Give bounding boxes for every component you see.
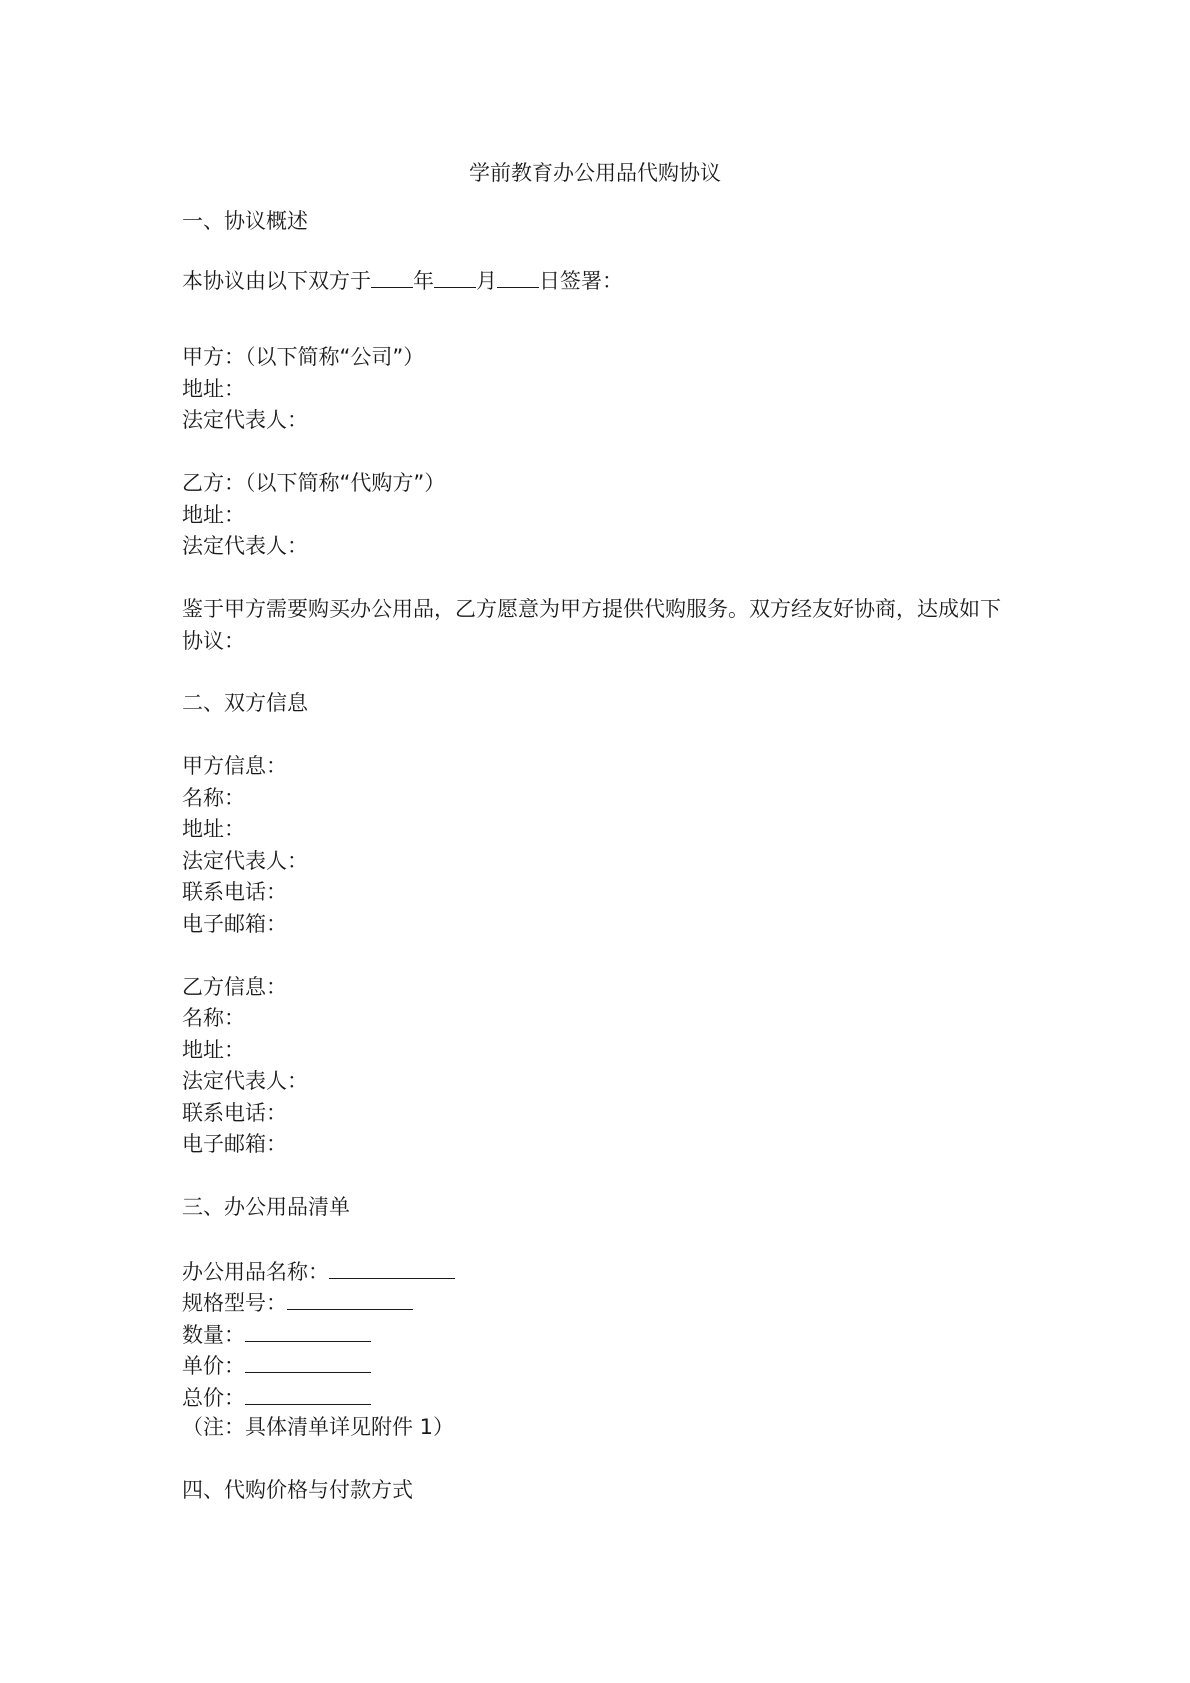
item-name-blank [329, 1256, 455, 1279]
unit-price-line [182, 1350, 371, 1380]
whereas-line-2: 协议： [182, 629, 245, 653]
unit-price-blank [245, 1350, 371, 1373]
total-price-blank [245, 1382, 371, 1405]
party-a-info-representative: 法定代表人： [182, 849, 308, 873]
section-1-heading: 一、协议概述 [182, 209, 308, 233]
section-2-heading: 二、双方信息 [182, 691, 308, 715]
spec-label: 规格型号： [182, 1291, 287, 1315]
party-b-info-label: 乙方信息： [182, 975, 287, 999]
list-note: （注：具体清单详见附件 1） [182, 1415, 455, 1439]
party-a-phone: 联系电话： [182, 880, 287, 904]
signing-date-prefix: 本协议由以下双方于 [182, 269, 371, 293]
party-b-name: 名称： [182, 1006, 245, 1030]
quantity-blank [245, 1319, 371, 1342]
day-label: 日签署： [539, 269, 623, 293]
total-price-label: 总价： [182, 1386, 245, 1410]
year-blank [371, 265, 413, 288]
month-label: 月 [476, 269, 497, 293]
party-b-email: 电子邮箱： [182, 1132, 287, 1156]
party-a-name: 名称： [182, 786, 245, 810]
month-blank [434, 265, 476, 288]
section-3-heading: 三、办公用品清单 [182, 1195, 350, 1219]
party-a-info-label: 甲方信息： [182, 754, 287, 778]
party-a-email: 电子邮箱： [182, 912, 287, 936]
party-b-representative: 法定代表人： [182, 534, 308, 558]
spec-blank [287, 1287, 413, 1310]
whereas-line-1: 鉴于甲方需要购买办公用品，乙方愿意为甲方提供代购服务。双方经友好协商，达成如下 [182, 597, 1001, 621]
year-label: 年 [413, 269, 434, 293]
party-b-info-address: 地址： [182, 1038, 245, 1062]
unit-price-label: 单价： [182, 1354, 245, 1378]
quantity-label: 数量： [182, 1323, 245, 1347]
party-b-address: 地址： [182, 503, 245, 527]
party-a-representative: 法定代表人： [182, 408, 308, 432]
party-a-info-address: 地址： [182, 817, 245, 841]
quantity-line [182, 1319, 371, 1349]
document-title: 学前教育办公用品代购协议 [469, 161, 721, 185]
signing-date-line [182, 265, 623, 295]
party-b-phone: 联系电话： [182, 1101, 287, 1125]
item-name-label: 办公用品名称： [182, 1260, 329, 1284]
section-4-heading: 四、代购价格与付款方式 [182, 1478, 413, 1502]
day-blank [497, 265, 539, 288]
party-a-address: 地址： [182, 377, 245, 401]
spec-line [182, 1287, 413, 1317]
party-b-line: 乙方：（以下简称“代购方”） [182, 471, 446, 495]
party-b-info-representative: 法定代表人： [182, 1069, 308, 1093]
party-a-line: 甲方：（以下简称“公司”） [182, 345, 425, 369]
total-price-line [182, 1382, 371, 1412]
item-name-line [182, 1256, 455, 1286]
